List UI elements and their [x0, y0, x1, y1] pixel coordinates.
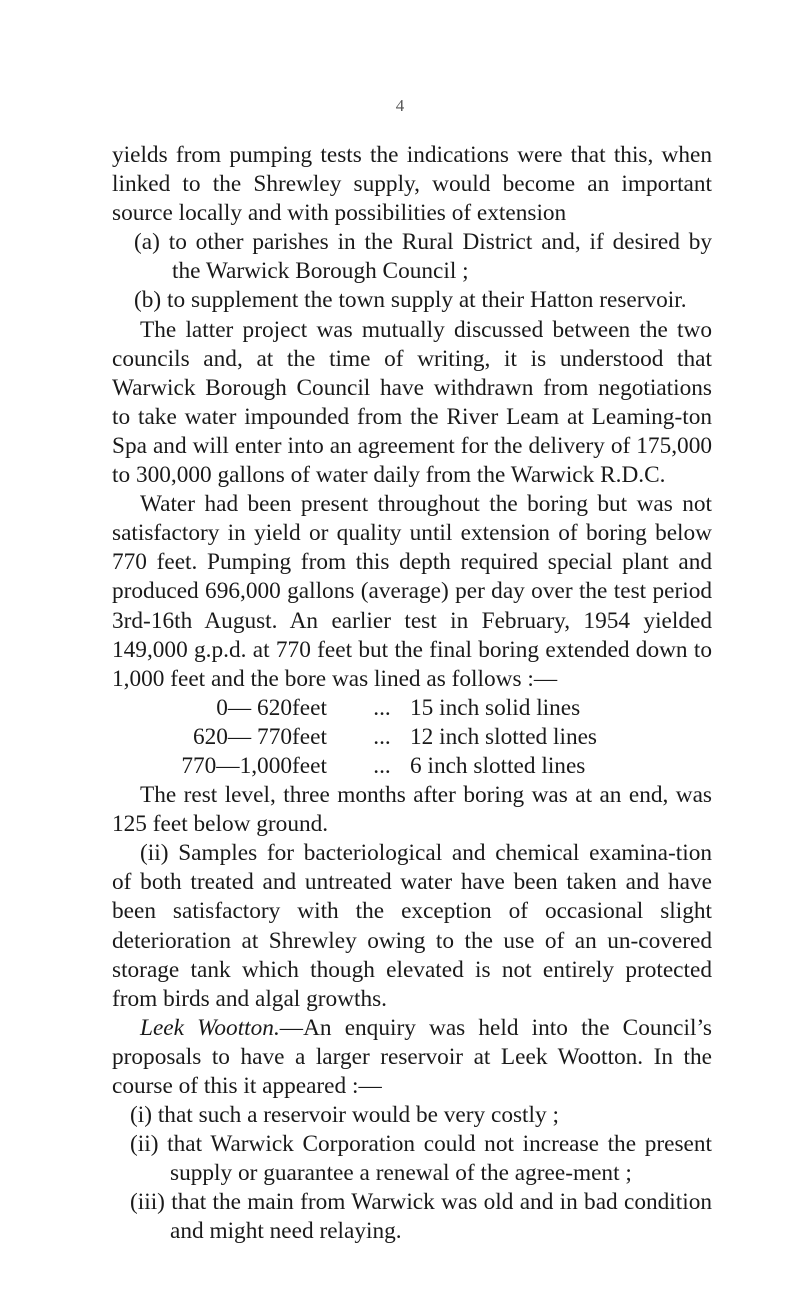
list-item-ii: [112, 1130, 712, 1188]
paragraph-samples-marker: (ii): [140, 840, 169, 867]
paragraph-boring: Water had been present throughout the boring but was not satisfactory in yield or quality until extension of boring below 770 feet. Pumping from this depth required special plant and produced 696,000 gallons (average) per day over the test period 3rd-16th August. An earlier test in February, 1954 yielded 149,000 g.p.d. at 770 feet but the final boring extended down to 1,000 feet and the bore was lined as follows :—: [112, 491, 712, 692]
depth-unit: feet: [292, 694, 327, 721]
list-item-i: [112, 1101, 712, 1130]
leader-dots: ...: [373, 752, 391, 779]
list-text-ii: that Warwick Corporation could not increase the present supply or guarantee a renewal of the agree-ment ;: [167, 1131, 712, 1187]
paragraph-samples: [112, 839, 712, 1014]
paragraph-leek-wootton: [112, 1014, 712, 1101]
paragraph-negotiations: The latter project was mutually discussed between the two councils and, at the time of writing, it is understood that Warwick Borough Council have withdrawn from negotiations to take water impounded from the River Leam at Leaming-ton Spa and will enter into an agreement for the delivery of 175,000 to 300,000 gallons of water daily from the Warwick R.D.C.: [112, 316, 712, 489]
paragraph-intro: yields from pumping tests the indications were that this, when linked to the Shrewley supply, would become an important source locally and with possibilities of extension: [112, 142, 712, 227]
list-text-iii: that the main from Warwick was old and in bad condition and might need relaying.: [170, 1189, 712, 1245]
paragraph-rest-level: The rest level, three months after boring was at an end, was 125 feet below ground.: [112, 782, 712, 838]
document-body: [112, 141, 712, 1247]
depth-range: 770—1,000: [181, 752, 292, 779]
list-item-b: [112, 286, 712, 315]
list-marker-a: (a): [134, 229, 160, 256]
section-text: —An enquiry was held into the Council’s proposals to have a larger reservoir at Leek Wootton. In the course of this it appeared :—: [112, 1014, 712, 1099]
list-marker-i: (i): [130, 1102, 152, 1129]
depth-range: 620— 770: [192, 723, 292, 750]
depth-range: 0— 620: [216, 694, 292, 721]
lining-description: 15 inch solid lines: [410, 694, 581, 721]
list-marker-ii: (ii): [130, 1131, 159, 1158]
page-number: 4: [395, 96, 405, 115]
depth-unit: feet: [292, 723, 327, 750]
boring-lining-table: [168, 694, 597, 781]
paragraph-samples-text: Samples for bacteriological and chemical examina-tion of both treated and untreated water have been taken and have been satisfactory with the exception of occasional slight deterioration at Shrewley owing to the use of an un-covered storage tank which though elevated is not entirely protected from birds and algal growths.: [112, 840, 712, 1012]
list-text-a: to other parishes in the Rural District and, if desired by the Warwick Borough Council ;: [168, 229, 713, 285]
table-row: [168, 752, 597, 781]
list-item-iii: [112, 1188, 712, 1246]
section-label: Leek Wootton.: [140, 1014, 280, 1041]
table-row: [168, 694, 597, 723]
list-text-i: that such a reservoir would be very costly ;: [157, 1102, 559, 1129]
depth-unit: feet: [292, 752, 327, 779]
list-marker-b: (b): [134, 287, 162, 314]
leader-dots: ...: [373, 694, 391, 721]
list-item-a: [112, 228, 712, 286]
lining-description: 6 inch slotted lines: [410, 752, 586, 779]
list-text-b: to supplement the town supply at their Hatton reservoir.: [167, 287, 687, 314]
leader-dots: ...: [373, 723, 391, 750]
lining-description: 12 inch slotted lines: [410, 723, 598, 750]
table-row: [168, 723, 597, 752]
list-marker-iii: (iii): [130, 1189, 165, 1216]
